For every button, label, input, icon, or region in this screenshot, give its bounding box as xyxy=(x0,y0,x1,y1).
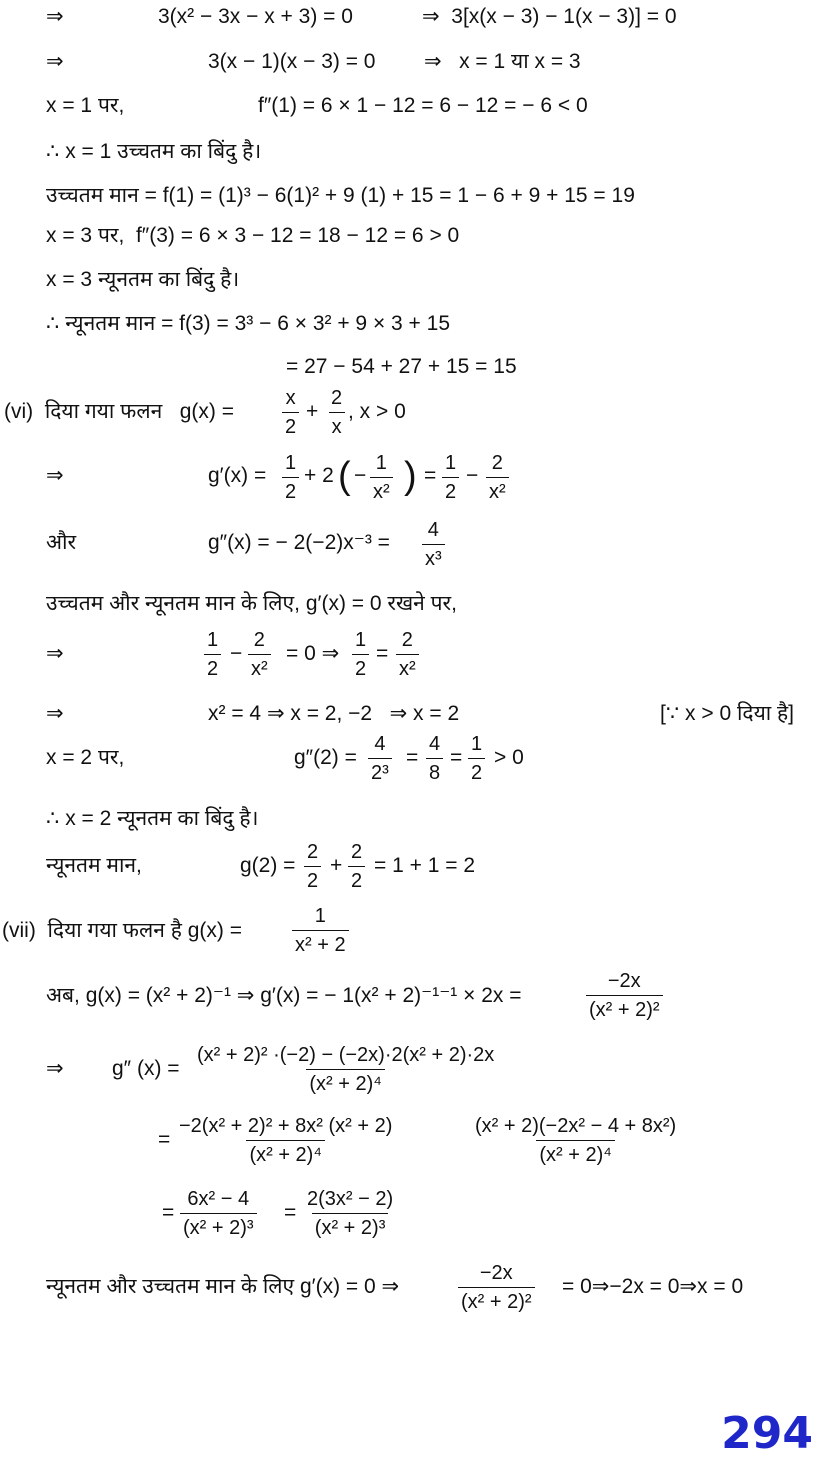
implies-symbol: ⇒ xyxy=(46,50,64,73)
equation-expand: 3(x² − 3x − x + 3) = 0 xyxy=(158,5,353,28)
fraction-x-over-2: $\frac{x}{2}$ xyxy=(282,386,299,439)
minimum-value-result: = 27 − 54 + 27 + 15 = 15 xyxy=(286,355,517,378)
fraction-1-over-2: $\frac{1}{2}$ xyxy=(282,451,299,504)
fraction-minus-2x-over-square: $\frac{-2x}{\text{(x² + 2)²}}$ xyxy=(458,1261,535,1314)
equals-sign: = xyxy=(284,1201,297,1224)
minima-point-statement: x = 3 न्यूनतम का बिंदु है। xyxy=(46,268,240,291)
equals-sign: = xyxy=(450,746,463,769)
equals-sign: = xyxy=(424,464,437,487)
second-derivative-vii-label: g″ (x) = xyxy=(112,1057,180,1080)
maxima-point-statement: ∴ x = 1 उच्चतम का बिंदु है। xyxy=(46,140,262,163)
fraction-2-over-2: $\frac{2}{2}$ xyxy=(348,840,365,893)
minimum-value-label: न्यूनतम मान, xyxy=(46,854,142,877)
fraction-minus-2x-over-square: $\frac{-2x}{\text{(x² + 2)²}}$ xyxy=(586,969,663,1022)
at-x-equals-2: x = 2 पर, xyxy=(46,746,125,769)
equation-roots: ⇒ x = 1 या x = 3 xyxy=(424,50,581,73)
g-of-2-label: g(2) = xyxy=(240,854,296,877)
part-vii-function: (vii) दिया गया फलन है g(x) = xyxy=(2,919,242,942)
minimum-value-result: = 1 + 1 = 2 xyxy=(374,854,476,877)
maximum-value: उच्चतम मान = f(1) = (1)³ − 6(1)² + 9 (1) + 15 = 1 − 6 + 9 + 15 = 19 xyxy=(46,184,635,207)
extrema-condition-statement: उच्चतम और न्यूनतम मान के लिए, g′(x) = 0 रखने पर, xyxy=(46,592,457,615)
minus-sign: − xyxy=(230,642,243,665)
equals-sign: = xyxy=(158,1128,171,1151)
negative-sign: − xyxy=(354,464,367,487)
equation-factored: 3(x − 1)(x − 3) = 0 xyxy=(208,50,376,73)
page-number: 294 xyxy=(721,1408,813,1459)
solution-x-equals-0: = 0⇒−2x = 0⇒x = 0 xyxy=(562,1275,744,1298)
minus-sign: − xyxy=(466,464,479,487)
second-derivative-at-3: x = 3 पर, f″(3) = 6 × 3 − 12 = 18 − 12 = 6 > 0 xyxy=(46,224,460,247)
part-vi-function: (vi) दिया गया फलन g(x) = xyxy=(4,400,234,423)
equals-sign: = xyxy=(376,642,389,665)
fraction-step-3b: $\frac{\text{2(3x² − 2)}}{\text{(x² + 2)³}}$ xyxy=(307,1188,394,1239)
equals-sign: = xyxy=(162,1201,175,1224)
plus-2: + 2 xyxy=(304,464,334,487)
implies-symbol: ⇒ xyxy=(46,1057,64,1080)
implies-symbol: ⇒ xyxy=(46,702,64,725)
implies-symbol: ⇒ xyxy=(46,642,64,665)
fraction-1-over-x2-plus-2: $\frac{1}{\text{x² + 2}}$ xyxy=(292,904,349,957)
fraction-step-2b: $\frac{\text{(x² + 2)(−2x² − 4 + 8x²)}}{\text{(x² + 2)⁴}}$ xyxy=(475,1115,677,1166)
second-derivative-at-1: f″(1) = 6 × 1 − 12 = 6 − 12 = − 6 < 0 xyxy=(258,94,588,117)
implies-symbol: ⇒ xyxy=(46,464,64,487)
first-derivative-label: g′(x) = xyxy=(208,464,267,487)
plus-sign: + xyxy=(330,854,343,877)
fraction-4-over-8: $\frac{4}{8}$ xyxy=(426,732,443,785)
fraction-quotient-rule: $\frac{\text{(x² + 2)² ·(−2) − (−2x)·2(x² + 2)·2x}}{\text{(x² + 2)⁴}}$ xyxy=(197,1044,495,1095)
fraction-1-over-2: $\frac{1}{2}$ xyxy=(352,628,369,681)
first-derivative-vii: अब, g(x) = (x² + 2)⁻¹ ⇒ g′(x) = − 1(x² + 2)⁻¹⁻¹ × 2x = xyxy=(46,984,522,1007)
fraction-1-over-2: $\frac{1}{2}$ xyxy=(468,732,485,785)
second-derivative-expression: g″(x) = − 2(−2)x⁻³ = xyxy=(208,531,390,554)
solve-x-squared: x² = 4 ⇒ x = 2, −2 ⇒ x = 2 xyxy=(208,702,460,725)
greater-than-zero: > 0 xyxy=(494,746,524,769)
at-x-equals-1: x = 1 पर, xyxy=(46,94,125,117)
paren-close: ) xyxy=(404,455,417,497)
plus-sign: + xyxy=(306,400,319,423)
paren-open: ( xyxy=(338,455,351,497)
equals-sign: = xyxy=(406,746,419,769)
fraction-step-2a: $\frac{\text{−2(x² + 2)² + 8x² (x² + 2)}}{\text{(x² + 2)⁴}}$ xyxy=(179,1115,393,1166)
extrema-condition-vii: न्यूनतम और उच्चतम मान के लिए g′(x) = 0 ⇒ xyxy=(46,1275,400,1298)
and-label: और xyxy=(46,531,77,554)
fraction-4-over-x3: $\frac{4}{\text{x³}}$ xyxy=(422,518,445,571)
fraction-1-over-2: $\frac{1}{2}$ xyxy=(204,628,221,681)
fraction-4-over-2cubed: $\frac{4}{\text{2³}}$ xyxy=(368,732,392,785)
domain-condition: , x > 0 xyxy=(348,400,406,423)
fraction-2-over-2: $\frac{2}{2}$ xyxy=(304,840,321,893)
given-condition-note: [∵ x > 0 दिया है] xyxy=(660,702,795,725)
fraction-1-over-2: $\frac{1}{2}$ xyxy=(442,451,459,504)
second-derivative-at-2-label: g″(2) = xyxy=(294,746,357,769)
equation-factor-step: ⇒ 3[x(x − 3) − 1(x − 3)] = 0 xyxy=(422,5,677,28)
fraction-1-over-x2: $\frac{1}{\text{x²}}$ xyxy=(370,451,393,504)
implies-symbol: ⇒ xyxy=(46,5,64,28)
fraction-2-over-x2: $\frac{2}{\text{x²}}$ xyxy=(486,451,509,504)
minima-point-statement: ∴ x = 2 न्यूनतम का बिंदु है। xyxy=(46,807,259,830)
minimum-value: ∴ न्यूनतम मान = f(3) = 3³ − 6 × 3² + 9 × 3 + 15 xyxy=(46,312,451,335)
fraction-step-3a: $\frac{\text{6x² − 4}}{\text{(x² + 2)³}}$ xyxy=(180,1187,257,1240)
equals-zero-implies: = 0 ⇒ xyxy=(286,642,340,665)
fraction-2-over-x: $\frac{2}{x}$ xyxy=(328,386,345,439)
fraction-2-over-x2: $\frac{2}{\text{x²}}$ xyxy=(248,628,271,681)
fraction-2-over-x2: $\frac{2}{\text{x²}}$ xyxy=(396,628,419,681)
